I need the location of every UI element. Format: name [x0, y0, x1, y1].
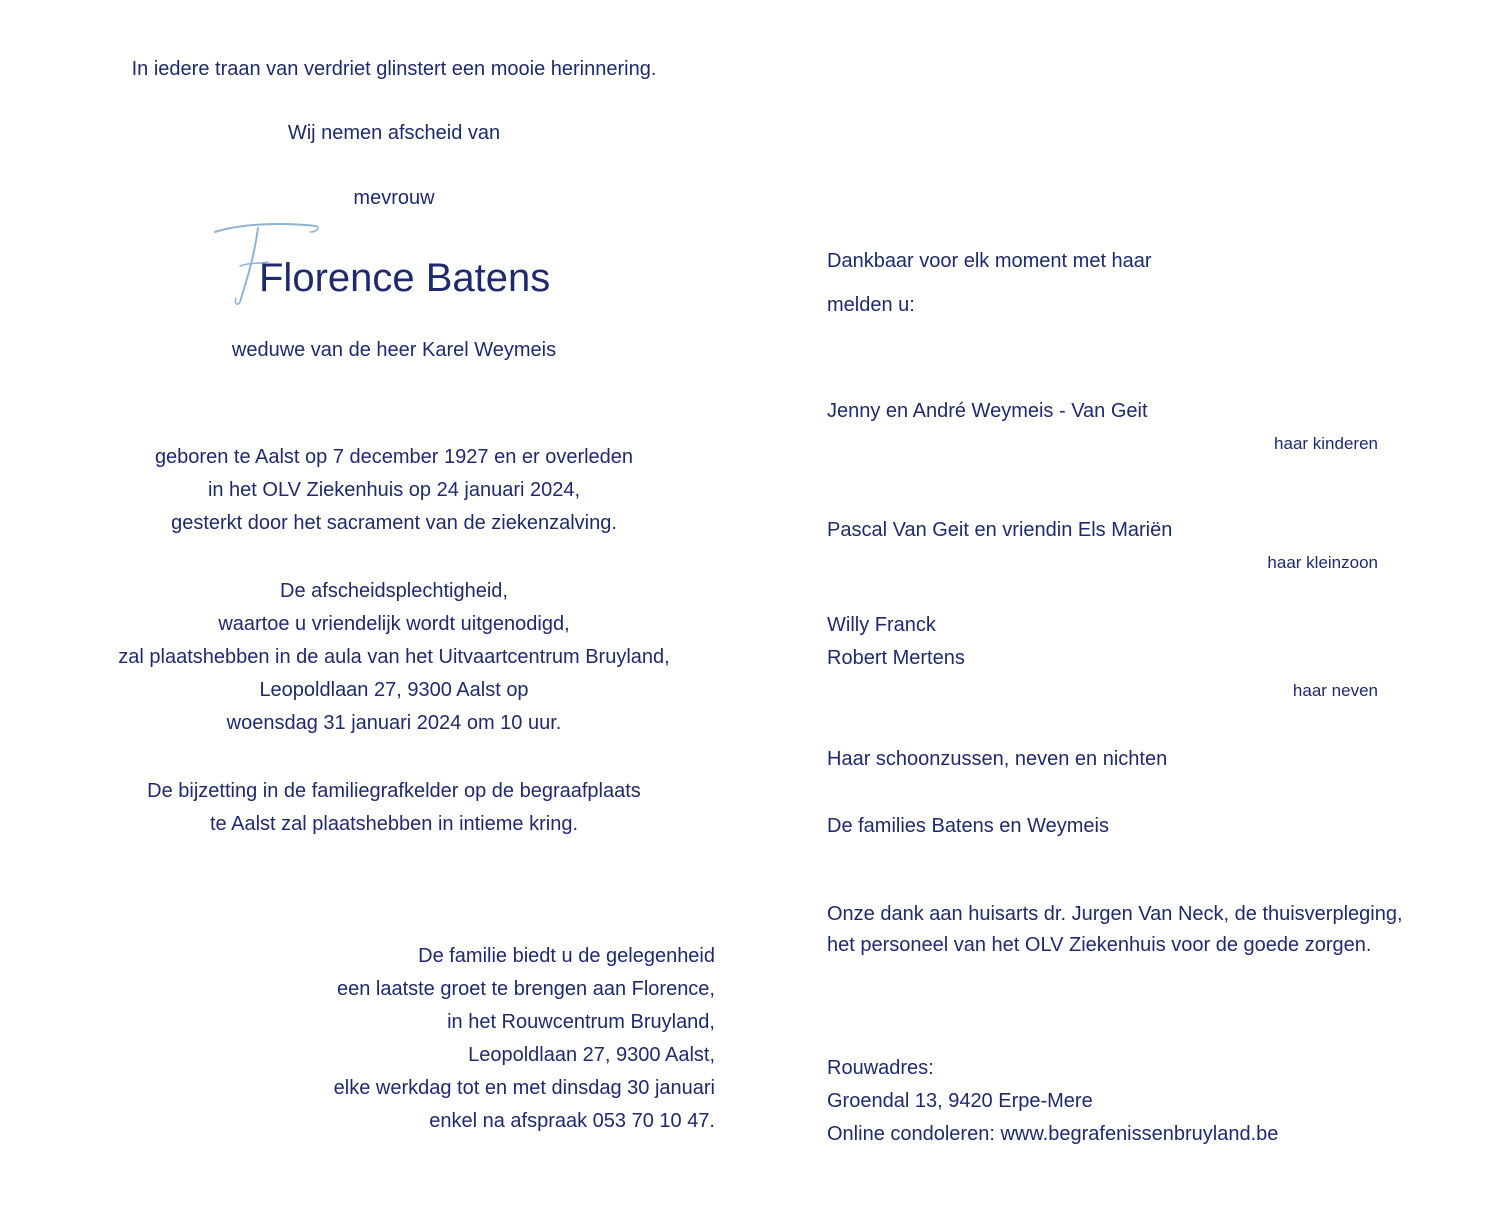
text-line: Leopoldlaan 27, 9300 Aalst, — [468, 1044, 715, 1066]
birth-death-block — [94, 441, 694, 540]
address-text: Groendal 13, 9420 Erpe-Mere — [827, 1090, 1093, 1112]
burial-block — [94, 775, 694, 841]
text-line: De afscheidsplechtigheid, — [280, 580, 508, 602]
text-line: zal plaatshebben in de aula van het Uitvaartcentrum Bruyland, — [118, 646, 670, 668]
mourner-name: Jenny en André Weymeis - Van Geit — [827, 400, 1148, 422]
intro-line: Wij nemen afscheid van — [287, 122, 501, 144]
text-line: Leopoldlaan 27, 9300 Aalst op — [259, 679, 529, 701]
text-line: elke werkdag tot en met dinsdag 30 januari — [333, 1077, 715, 1099]
deceased-name: Florence Batens — [259, 256, 551, 300]
announce-line: melden u: — [827, 294, 915, 316]
mourner-name: Robert Mertens — [827, 647, 965, 669]
text-line: in het OLV Ziekenhuis op 24 januari 2024, — [207, 479, 581, 501]
text-line: geboren te Aalst op 7 december 1927 en er overleden — [154, 446, 634, 468]
relation-label: haar neven — [1292, 681, 1378, 700]
visit-block — [334, 940, 715, 1138]
relation-label: haar kleinzoon — [1267, 553, 1378, 572]
text-line: enkel na afspraak 053 70 10 47. — [429, 1110, 715, 1132]
text-line: De familie biedt u de gelegenheid — [418, 945, 715, 967]
text-line: Onze dank aan huisarts dr. Jurgen Van Neck, de thuisverpleging, — [827, 903, 1403, 925]
relation-label: haar kinderen — [1274, 434, 1378, 453]
text-line: waartoe u vriendelijk wordt uitgenodigd, — [218, 613, 570, 635]
address-block — [827, 1052, 1278, 1151]
honorific: mevrouw — [353, 187, 435, 209]
online-condolence-link[interactable]: Online condoleren: www.begrafenissenbruyland.be — [827, 1123, 1279, 1145]
text-line: woensdag 31 januari 2024 om 10 uur. — [226, 712, 562, 734]
text-line: te Aalst zal plaatshebben in intieme kring. — [210, 813, 578, 835]
text-line: in het Rouwcentrum Bruyland, — [447, 1011, 715, 1033]
text-line: gesterkt door het sacrament van de ziekenzalving. — [171, 512, 617, 534]
thanks-line: Dankbaar voor elk moment met haar — [827, 250, 1152, 272]
mourner-name: Pascal Van Geit en vriendin Els Mariën — [827, 519, 1173, 541]
opening-quote: In iedere traan van verdriet glinstert een mooie herinnering. — [131, 58, 657, 80]
text-line: het personeel van het OLV Ziekenhuis voor de goede zorgen. — [827, 934, 1372, 956]
spouse-line: weduwe van de heer Karel Weymeis — [231, 339, 557, 361]
text-line: een laatste groet te brengen aan Florence, — [336, 978, 715, 1000]
text-line: De bijzetting in de familiegrafkelder op de begraafplaats — [147, 780, 641, 802]
address-label: Rouwadres: — [827, 1057, 934, 1079]
in-laws-line: Haar schoonzussen, neven en nichten — [827, 748, 1168, 770]
mourner-name: Willy Franck — [827, 614, 936, 636]
gratitude-block — [827, 899, 1403, 961]
ceremony-block — [94, 575, 694, 740]
families-line: De families Batens en Weymeis — [827, 815, 1109, 837]
